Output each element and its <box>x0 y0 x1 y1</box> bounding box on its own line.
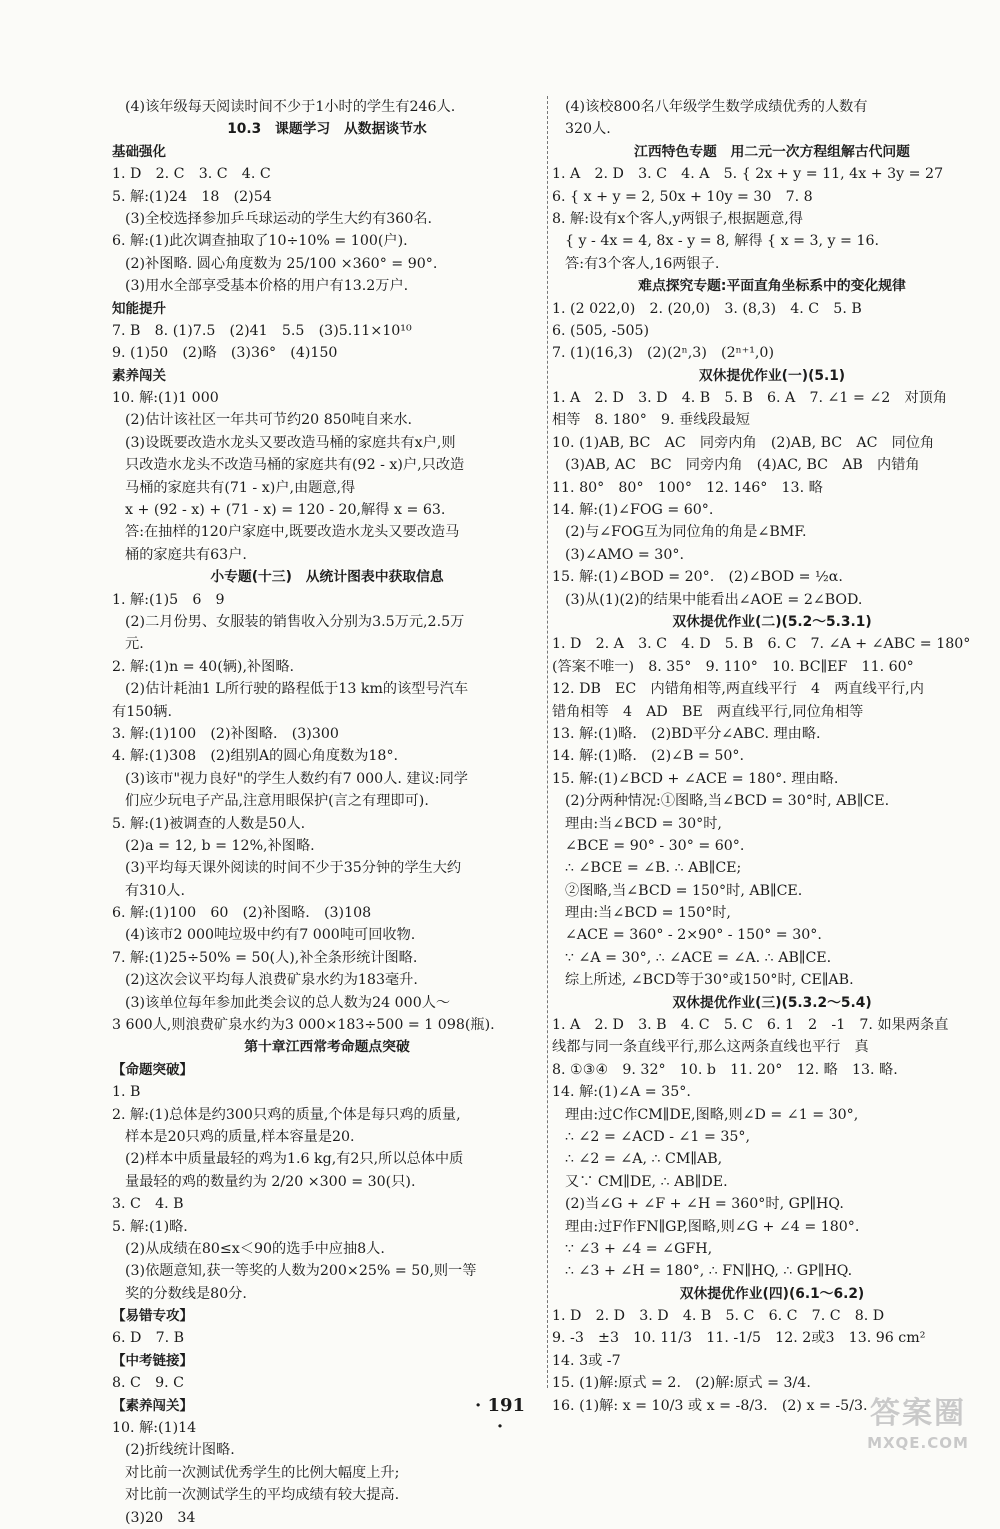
answer-line: 15. 解:(1)∠BOD = 20°. (2)∠BOD = ½α. <box>552 569 843 586</box>
left-column <box>112 96 542 1529</box>
answer-line: 又∵ CM∥DE, ∴ AB∥DE. <box>565 1173 728 1190</box>
answer-line: (3)用水全部享受基本价格的用户有13.2万户. <box>125 278 409 295</box>
answer-line: 4. 解:(1)308 (2)组别A的圆心角度数为18°. <box>112 748 399 765</box>
answer-line: (3)∠AMO = 30°. <box>565 546 684 563</box>
answer-line: 10. 解:(1)14 <box>112 1420 197 1437</box>
answer-line: 元. <box>125 636 144 653</box>
answer-line: 7. 解:(1)25÷50% = 50(人),补全条形统计图略. <box>112 949 418 966</box>
answer-line: 14. 解:(1)略. (2)∠B = 50°. <box>552 748 744 765</box>
answer-line: 2. 解:(1)总体是约300只鸡的质量,个体是每只鸡的质量, <box>112 1106 461 1123</box>
answer-line: 10. 解:(1)1 000 <box>112 390 219 407</box>
answer-line: 8. ①③④ 9. 32° 10. b 11. 20° 12. 略 13. 略. <box>552 1061 898 1078</box>
answer-line: 5. 解:(1)24 18 (2)54 <box>112 188 272 205</box>
answer-line: { y - 4x = 4, 8x - y = 8, 解得 { x = 3, y = 16. <box>565 233 880 250</box>
answer-line: 5. 解:(1)被调查的人数是50人. <box>112 815 306 832</box>
answer-line: 1. D 2. C 3. C 4. C <box>112 166 271 183</box>
answer-line: 14. 解:(1)∠A = 35°. <box>552 1084 691 1101</box>
answer-line: 6. { x + y = 2, 50x + 10y = 30 7. 8 <box>552 188 813 205</box>
answer-line: 样本是20只鸡的质量,样本容量是20. <box>125 1128 355 1145</box>
answer-line: 量最轻的鸡的数量约为 2/20 ×300 = 30(只). <box>125 1173 416 1190</box>
answer-line: 5. 解:(1)略. <box>112 1218 188 1235</box>
answer-line: 理由:当∠BCD = 30°时, <box>565 815 722 832</box>
answer-line: (2)二月份男、女服装的销售收入分别为3.5万元,2.5万 <box>125 613 465 630</box>
answer-line: 相等 8. 180° 9. 垂线段最短 <box>552 412 750 429</box>
answer-line: 1. D 2. D 3. D 4. B 5. C 6. C 7. C 8. D <box>552 1308 885 1325</box>
answer-line: ∴ ∠BCE = ∠B. ∴ AB∥CE; <box>565 860 742 877</box>
answer-line: (2)当∠G + ∠F + ∠H = 360°时, GP∥HQ. <box>565 1196 844 1213</box>
answer-line: ∠ACE = 360° - 2×90° - 150° = 30°. <box>565 927 822 944</box>
answer-line: 9. -3 ±3 10. 11/3 11. -1/5 12. 2或3 13. 96 cm² <box>552 1330 926 1347</box>
answer-line: 6. 解:(1)此次调查抽取了10÷10% = 100(户). <box>112 233 408 250</box>
answer-line: 1. B <box>112 1084 141 1101</box>
answer-line: ∵ ∠3 + ∠4 = ∠GFH, <box>565 1240 713 1257</box>
answer-line: (2)折线统计图略. <box>125 1442 235 1459</box>
answer-line: (3)从(1)(2)的结果中能看出∠AOE = 2∠BOD. <box>565 591 863 608</box>
answer-line: ∵ ∠A = 30°, ∴ ∠ACE = ∠A. ∴ AB∥CE. <box>565 949 832 966</box>
answer-line: 11. 80° 80° 100° 12. 146° 13. 略 <box>552 479 823 496</box>
answer-line: (2)补图略. 圆心角度数为 25/100 ×360° = 90°. <box>125 255 438 272</box>
answer-line: 3 600人,则浪费矿泉水约为3 000×183÷500 = 1 098(瓶). <box>112 1017 495 1034</box>
answer-line: 1. (2 022,0) 2. (20,0) 3. (8,3) 4. C 5. B <box>552 300 862 317</box>
section-heading: 双休提优作业(三)(5.3.2～5.4) <box>672 994 872 1011</box>
answer-line: (3)全校选择参加乒乓球运动的学生大约有360名. <box>125 210 433 227</box>
answer-line: (2)样本中质量最轻的鸡为1.6 kg,有2只,所以总体中质 <box>125 1151 464 1168</box>
answer-line: 们应少玩电子产品,注意用眼保护(言之有理即可). <box>125 793 429 810</box>
answer-line: 1. A 2. D 3. C 4. A 5. { 2x + y = 11, 4x + 3y = 27 <box>552 166 944 183</box>
answer-line: (3)该市"视力良好"的学生人数约有7 000人. 建议:同学 <box>125 770 468 787</box>
right-column <box>552 96 992 1417</box>
answer-line: (2)分两种情况:①图略,当∠BCD = 30°时, AB∥CE. <box>565 793 890 810</box>
answer-line: 对比前一次测试优秀学生的比例大幅度上升; <box>125 1464 400 1481</box>
answer-line: 8. C 9. C <box>112 1375 184 1392</box>
answer-line: 奖的分数线是80分. <box>125 1285 247 1302</box>
answer-line: (2)这次会议平均每人浪费矿泉水约为183毫升. <box>125 972 418 989</box>
answer-line: (3)设既要改造水龙头又要改造马桶的家庭共有x户,则 <box>125 434 456 451</box>
answer-line: 理由:过C作CM∥DE,图略,则∠D = ∠1 = 30°, <box>565 1106 859 1123</box>
section-heading: 难点探究专题:平面直角坐标系中的变化规律 <box>638 278 906 295</box>
answer-line: (3)AB, AC BC 同旁内角 (4)AC, BC AB 内错角 <box>565 457 920 474</box>
answer-line: 6. (505, -505) <box>552 322 650 339</box>
watermark-title: 答案圈 <box>870 1396 966 1431</box>
section-heading: 第十章江西常考命题点突破 <box>244 1039 410 1056</box>
watermark-logo <box>854 1394 982 1464</box>
section-heading: 10.3 课题学习 从数据谈节水 <box>227 121 427 138</box>
answer-line: (2)估计耗油1 L所行驶的路程低于13 km的该型号汽车 <box>125 681 469 698</box>
answer-line: 马桶的家庭共有(71 - x)户,由题意,得 <box>125 479 356 496</box>
answer-line: x + (92 - x) + (71 - x) = 120 - 20,解得 x = 63. <box>125 502 446 519</box>
answer-line: 3. C 4. B <box>112 1196 184 1213</box>
answer-line: 1. 解:(1)5 6 9 <box>112 591 225 608</box>
answer-line: (2)与∠FOG互为同位角的角是∠BMF. <box>565 524 807 541</box>
answer-line: (2)a = 12, b = 12%,补图略. <box>125 837 315 854</box>
answer-line: ∴ ∠2 = ∠A, ∴ CM∥AB, <box>565 1151 723 1168</box>
answer-line: 2. 解:(1)n = 40(辆),补图略. <box>112 658 295 675</box>
answer-line: (2)估计该社区一年共可节约20 850吨自来水. <box>125 412 413 429</box>
section-heading: 小专题(十三) 从统计图表中获取信息 <box>210 569 444 586</box>
answer-line: 1. A 2. D 3. B 4. C 5. C 6. 1 2 -1 7. 如果两条直 <box>552 1017 949 1034</box>
answer-line: 有310人. <box>125 882 185 899</box>
answer-line: 有150辆. <box>112 703 172 720</box>
answer-line: (2)从成绩在80≤x＜90的选手中应抽8人. <box>125 1240 385 1257</box>
answer-line: (4)该年级每天阅读时间不少于1小时的学生有246人. <box>125 99 456 115</box>
answer-line: 15. 解:(1)∠BCD + ∠ACE = 180°. 理由略. <box>552 770 839 787</box>
column-divider <box>547 96 548 1388</box>
section-heading: 双休提优作业(二)(5.2～5.3.1) <box>672 613 872 630</box>
answer-line: 8. 解:设有x个客人,y两银子,根据题意,得 <box>552 210 803 227</box>
answer-line: 14. 解:(1)∠FOG = 60°. <box>552 502 714 519</box>
answer-line: 15. (1)解:原式 = 2. (2)解:原式 = 3/4. <box>552 1375 811 1392</box>
answer-line: 对比前一次测试学生的平均成绩有较大提高. <box>125 1487 400 1504</box>
answer-line: 16. (1)解: x = 10/3 或 x = -8/3. (2) x = -5/3. <box>552 1397 868 1414</box>
answer-line: 综上所述, ∠BCD等于30°或150°时, CE∥AB. <box>565 972 854 989</box>
answer-line: 12. DB EC 内错角相等,两直线平行 4 两直线平行,内 <box>552 681 924 698</box>
answer-line: ∴ ∠2 = ∠ACD - ∠1 = 35°, <box>565 1128 751 1145</box>
answer-line: 9. (1)50 (2)略 (3)36° (4)150 <box>112 345 338 362</box>
answer-line: 14. 3或 -7 <box>552 1352 621 1369</box>
section-heading: 双休提优作业(一)(5.1) <box>698 367 846 384</box>
subsection-label: 【易错专攻】 <box>112 1308 193 1325</box>
subsection-label: 【素养闯关】 <box>112 1397 193 1414</box>
answer-line: ②图略,当∠BCD = 150°时, AB∥CE. <box>565 882 803 899</box>
answer-line: (3)该单位每年参加此类会议的总人数为24 000人～ <box>125 994 451 1011</box>
answer-line: ∴ ∠3 + ∠H = 180°, ∴ FN∥HQ, ∴ GP∥HQ. <box>565 1263 853 1280</box>
answer-line: 13. 解:(1)略. (2)BD平分∠ABC. 理由略. <box>552 725 821 742</box>
section-heading: 江西特色专题 用二元一次方程组解古代问题 <box>634 143 910 160</box>
section-heading: 双休提优作业(四)(6.1～6.2) <box>679 1285 865 1302</box>
answer-line: 320人. <box>565 121 611 138</box>
answer-line: (3)20 34 <box>125 1509 196 1526</box>
answer-line: (4)该校800名八年级学生数学成绩优秀的人数有 <box>565 99 868 115</box>
answer-line: (4)该市2 000吨垃圾中约有7 000吨可回收物. <box>125 927 416 944</box>
answer-line: (3)依题意知,获一等奖的人数为200×25% = 50,则一等 <box>125 1263 477 1280</box>
answer-line: 只改造水龙头不改造马桶的家庭共有(92 - x)户,只改造 <box>125 457 465 474</box>
subsection-label: 知能提升 <box>112 300 166 317</box>
answer-line: 1. D 2. A 3. C 4. D 5. B 6. C 7. ∠A + ∠ABC = 180° <box>552 636 971 653</box>
answer-line: 6. D 7. B <box>112 1330 185 1347</box>
answer-line: 1. A 2. D 3. D 4. B 5. B 6. A 7. ∠1 = ∠2 对顶角 <box>552 390 948 407</box>
subsection-label: 【中考链接】 <box>112 1352 193 1369</box>
answer-line: 理由:当∠BCD = 150°时, <box>565 905 731 922</box>
answer-line: (3)平均每天课外阅读的时间不少于35分钟的学生大约 <box>125 860 462 877</box>
subsection-label: 素养闯关 <box>112 367 166 384</box>
answer-line: 桶的家庭共有63户. <box>125 546 247 563</box>
answer-line: 答:在抽样的120户家庭中,既要改造水龙头又要改造马 <box>125 524 460 541</box>
answer-line: (答案不唯一) 8. 35° 9. 110° 10. BC∥EF 11. 60° <box>552 658 914 675</box>
answer-line: 线都与同一条直线平行,那么这两条直线也平行 真 <box>552 1039 869 1056</box>
answer-line: 7. B 8. (1)7.5 (2)41 5.5 (3)5.11×10¹⁰ <box>112 322 412 339</box>
answer-line: ∠BCE = 90° - 30° = 60°. <box>565 837 745 854</box>
answer-line: 7. (1)(16,3) (2)(2ⁿ,3) (2ⁿ⁺¹,0) <box>552 345 774 362</box>
answer-line: 3. 解:(1)100 (2)补图略. (3)300 <box>112 725 339 742</box>
subsection-label: 基础强化 <box>112 143 166 160</box>
subsection-label: 【命题突破】 <box>112 1061 193 1078</box>
answer-line: 理由:过F作FN∥GP,图略,则∠G + ∠4 = 180°. <box>565 1218 860 1235</box>
watermark-url: MXQE.COM <box>867 1434 969 1452</box>
answer-line: 答:有3个客人,16两银子. <box>565 255 720 272</box>
page-number: · 191 · <box>474 1395 526 1437</box>
answer-line: 10. (1)AB, BC AC 同旁内角 (2)AB, BC AC 同位角 <box>552 434 935 451</box>
answer-line: 错角相等 4 AD BE 两直线平行,同位角相等 <box>552 703 864 720</box>
answer-line: 6. 解:(1)100 60 (2)补图略. (3)108 <box>112 905 372 922</box>
